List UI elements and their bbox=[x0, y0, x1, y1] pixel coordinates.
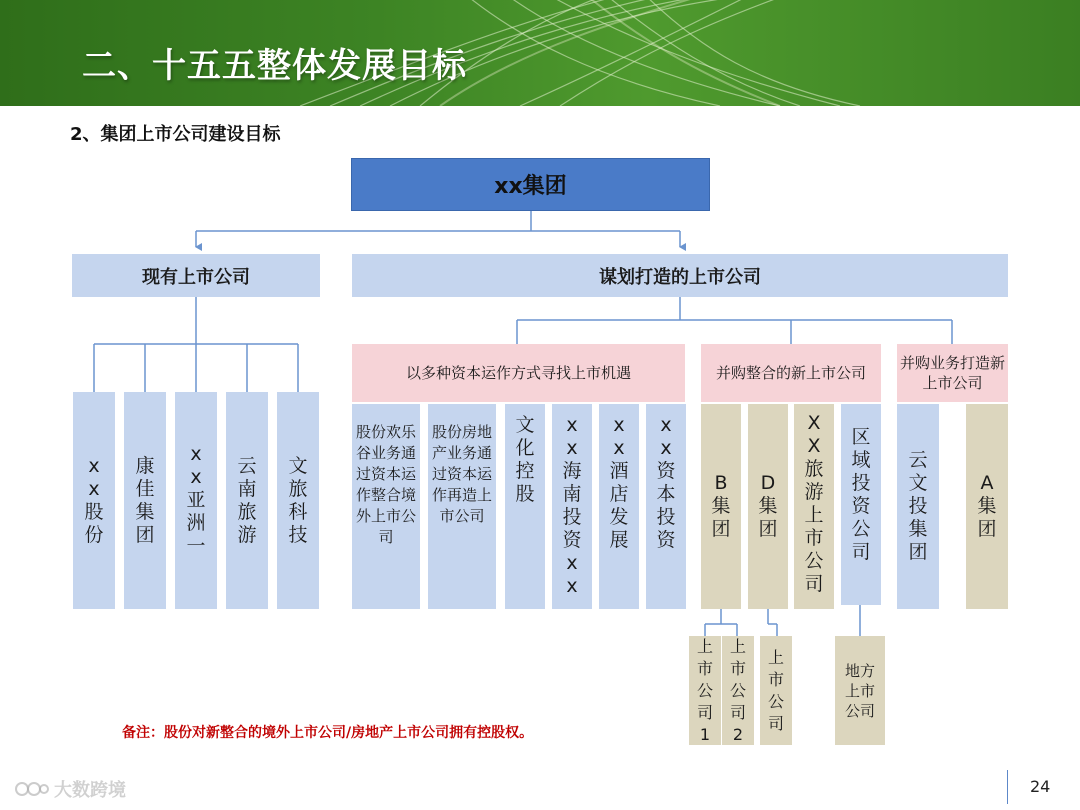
merger-item: B集团 bbox=[701, 404, 741, 609]
existing-company: xx亚洲一 bbox=[175, 392, 217, 609]
capital-item: 文化控股 bbox=[505, 404, 545, 609]
section-subtitle: 2、集团上市公司建设目标 bbox=[70, 124, 281, 145]
capital-item: xx海南投资xx bbox=[552, 404, 592, 609]
existing-company: xx股份 bbox=[73, 392, 115, 609]
acquisition-group: 并购业务打造新上市公司 bbox=[897, 344, 1008, 402]
capital-operation-group: 以多种资本运作方式寻找上市机遇 bbox=[352, 344, 685, 402]
merger-item: 区域投资公司 bbox=[841, 404, 881, 605]
merger-subsidiary: 上市公司1 bbox=[689, 636, 721, 745]
footnote: 备注：股份对新整合的境外上市公司/房地产上市公司拥有控股权。 bbox=[122, 725, 534, 741]
planned-listed-header: 谋划打造的上市公司 bbox=[352, 254, 1008, 297]
existing-company: 文旅科技 bbox=[277, 392, 319, 609]
existing-listed-header: 现有上市公司 bbox=[72, 254, 320, 297]
merger-subsidiary: 上市公司2 bbox=[722, 636, 754, 745]
merger-subsidiary: 地方上市公司 bbox=[835, 636, 885, 745]
page-number: 24 bbox=[1030, 777, 1051, 796]
watermark bbox=[14, 776, 126, 802]
page-title: 二、十五五整体发展目标 bbox=[82, 46, 467, 86]
root-node: xx集团 bbox=[351, 158, 710, 211]
acquisition-item: 云文投集团 bbox=[897, 404, 939, 609]
capital-item: xx资本投资 bbox=[646, 404, 686, 609]
merger-item: XX旅游上市公司 bbox=[794, 404, 834, 609]
capital-item: 股份房地产业务通过资本运作再造上市公司 bbox=[428, 404, 496, 609]
watermark-text: 大数跨境 bbox=[54, 780, 126, 801]
merger-item: D集团 bbox=[748, 404, 788, 609]
watermark-logo-icon bbox=[14, 778, 50, 800]
merger-group: 并购整合的新上市公司 bbox=[701, 344, 881, 402]
merger-subsidiary: 上市公司 bbox=[760, 636, 792, 745]
existing-company: 云南旅游 bbox=[226, 392, 268, 609]
capital-item: 股份欢乐谷业务通过资本运作整合境外上市公司 bbox=[352, 404, 420, 609]
capital-item: xx酒店发展 bbox=[599, 404, 639, 609]
acquisition-item: A集团 bbox=[966, 404, 1008, 609]
page-separator bbox=[1007, 770, 1008, 804]
existing-company: 康佳集团 bbox=[124, 392, 166, 609]
